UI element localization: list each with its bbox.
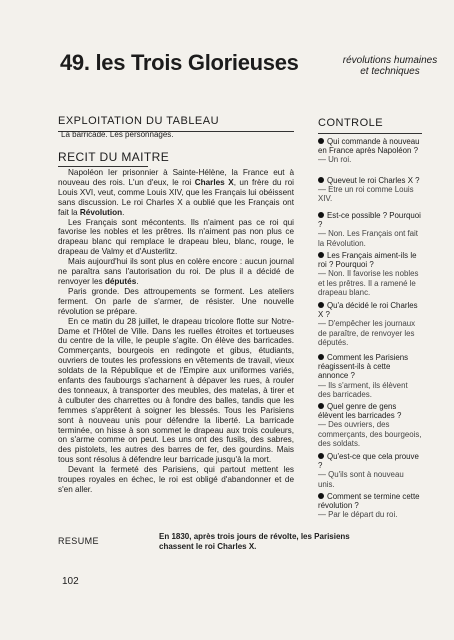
- rubric-label: révolutions humaines et techniques: [342, 55, 438, 77]
- recit-paragraph: Devant la fermeté des Parisiens, qui partout mettent les troupes royales en échec, le roi est obligé d'abandonner et de s'en aller.: [58, 465, 294, 494]
- controle-answer: — Qu'ils sont à nouveau unis.: [318, 470, 404, 489]
- bullet-icon: [318, 177, 324, 183]
- recit-rule: [58, 166, 148, 167]
- controle-answer: — Ils s'arment, ils élèvent des barricades.: [318, 380, 408, 399]
- bullet-icon: [318, 493, 324, 499]
- bullet-icon: [318, 138, 324, 144]
- controle-question: Qu'est-ce que cela prouve ?: [318, 452, 419, 471]
- bullet-icon: [318, 252, 324, 258]
- resume-label: RESUME: [58, 536, 99, 546]
- controle-answer: — Non. Les Français ont fait la Révolution.: [318, 229, 418, 248]
- recit-heading-text: RECIT DU MAITRE: [58, 150, 170, 164]
- recit-paragraph: Mais aujourd'hui ils sont plus en colère encore : aucun journal ne paraîtra sans l'autorisation du roi. De plus il a décidé de renvoyer les députés.: [58, 257, 294, 286]
- page-number: 102: [62, 576, 79, 587]
- recit-heading: [58, 150, 169, 167]
- bullet-icon: [318, 453, 324, 459]
- controle-answer: — Par le départ du roi.: [318, 510, 398, 520]
- controle-question: Queveut le roi Charles X ?: [318, 176, 422, 185]
- controle-answer: — Non. Il favorise les nobles et les prêtres. Il a ramené le drapeau blanc.: [318, 269, 419, 297]
- controle-item: [318, 452, 422, 489]
- controle-question: Qu'a décidé le roi Charles X ?: [318, 301, 418, 320]
- bullet-icon: [318, 354, 324, 360]
- controle-item: [318, 301, 422, 347]
- bullet-icon: [318, 403, 324, 409]
- controle-item: [318, 176, 422, 204]
- controle-question: Les Français aiment-ils le roi ? Pourquoi ?: [318, 251, 417, 270]
- controle-answer: — D'empêcher les journaux de paraître, de renvoyer les députés.: [318, 319, 416, 347]
- controle-rule: [318, 133, 422, 134]
- recit-paragraph: Paris gronde. Des attroupements se forment. Les ateliers ferment. On parle de s'armer, de résister. Une nouvelle révolution se prépare.: [58, 286, 294, 316]
- controle-heading-text: CONTROLE: [318, 117, 384, 129]
- controle-item: [318, 492, 422, 520]
- controle-heading: [318, 117, 422, 134]
- controle-item: [318, 402, 422, 448]
- controle-answer: — Un roi.: [318, 155, 352, 165]
- controle-question: Est-ce possible ? Pourquoi ?: [318, 211, 421, 230]
- resume-text: En 1830, après trois jours de révolte, les Parisiens chassent le roi Charles X.: [159, 532, 350, 551]
- controle-question: Quel genre de gens élèvent les barricades ?: [318, 402, 402, 421]
- controle-item: [318, 251, 422, 297]
- controle-question: Qui commande à nouveau en France après Napoléon ?: [318, 137, 420, 156]
- recit-paragraph: Napoléon Ier prisonnier à Sainte-Hélène, la France eut à nouveau des rois. L'un d'eux, le roi Charles X, un frère du roi Louis XVI, veut, comme Louis XIV, que les Français lui obéissent sans discussion. Le roi Charles X a oublié que les Français ont fait la Révolution.: [58, 168, 295, 217]
- controle-question: Comment se termine cette révolution ?: [318, 492, 420, 511]
- exploitation-subheading: La barricade. Les personnages.: [61, 130, 174, 139]
- bullet-icon: [318, 302, 324, 308]
- exploitation-heading-text: EXPLOITATION DU TABLEAU: [58, 115, 220, 127]
- controle-item: [318, 137, 422, 165]
- controle-answer: — Des ouvriers, des commerçants, des bourgeois, des soldats.: [318, 420, 422, 448]
- controle-item: [318, 353, 422, 399]
- recit-paragraph: Les Français sont mécontents. Ils n'aiment pas ce roi qui favorise les nobles et les prêtres. Ils n'aiment pas non plus ce drapeau blanc qui remplace le drapeau bleu, blanc, rouge, le drapeau de Valmy et d'Austerlitz.: [58, 217, 294, 257]
- recit-text: [58, 168, 294, 495]
- controle-question: Comment les Parisiens réagissent-ils à cette annonce ?: [318, 353, 409, 381]
- recit-paragraph: En ce matin du 28 juillet, le drapeau tricolore flotte sur Notre-Dame et l'Hôtel de Ville. Dans les ruelles étroites et tortueuses du centre de la ville, le peuple s'agite. On élève des barricades. Commerçants, bourgeois en redingote et gibus, étudiants, ouvriers de toutes les professions en vêtements de travail, vieux soldats de la République et de l'Empire aux uniformes variés, enfants des faubourgs s'acharnent à dépaver les rues, à rouler des tonneaux, à transporter des meubles, des matelas, à tirer et à culbuter des charrettes ou à fondre des balles, tandis que les femmes s'apprêtent à soigner les blessés. Tous les Parisiens sont à nouveau unis pour défendre la liberté. La barricade terminée, on hisse à son sommet le drapeau aux trois couleurs, on s'arme comme on peut. Les uns ont des fusils, des sabres, des pistolets, les autres des barres de fer, des gourdins. Mais tous sont résolus à défendre leur barricade jusqu'à la mort.: [58, 316, 294, 465]
- controle-item: [318, 211, 422, 248]
- bullet-icon: [318, 212, 324, 218]
- controle-answer: — Etre un roi comme Louis XIV.: [318, 185, 414, 204]
- page-title: 49. les Trois Glorieuses: [60, 50, 299, 75]
